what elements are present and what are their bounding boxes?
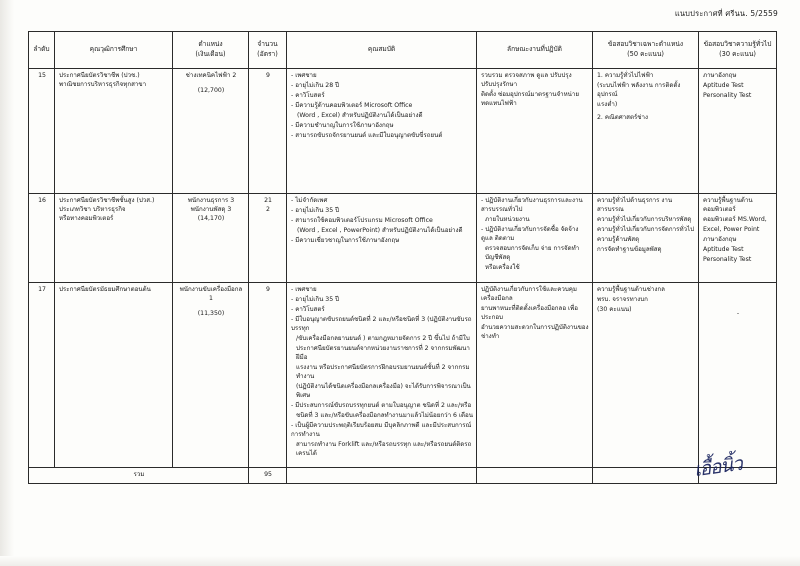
col-header-exam-general [699,32,777,69]
row-count: 9 [249,283,287,468]
exam-position-item: ความรู้ทั่วไปเกี่ยวกับการจัดการทั่วไป [597,225,695,233]
row-exam-position [593,194,699,283]
position-salary: (14,170) [197,214,225,222]
duty-item: ตรวจสอบการจัดเก็บ จ่าย การจัดทำบัญชีพัสดุ [485,244,580,261]
count-primary: 21 [264,197,272,204]
exam-general-item: Personality Test [703,91,752,99]
properties-item: - มีความชำนาญในการใช้ภาษาอังกฤษ [291,121,394,129]
count-secondary: 2 [266,205,270,213]
exam-position-item: ความรู้ด้านพัสดุ [597,235,640,243]
properties-item: /ขับเครื่องมือกลยานยนต์ ) ตามกฎหมายจัดการ 2 ปี ขึ้นไป ถ้ามีใบ [296,334,470,342]
table-row [29,283,777,468]
row-qualification [55,194,173,283]
row-count: 9 [249,69,287,194]
col-header-duty-label: ลักษณะงานที่ปฏิบัติ [507,45,562,54]
col-header-duty [477,32,593,69]
properties-item: แรงงาน หรือประกาศนียบัตรการฝึกอบรมยานยนต์ชั้นที่ 2 จากกรมทำงาน [296,363,470,380]
col-header-position-label: ตำแหน่ง [198,40,223,49]
col-header-count-label: จำนวน [257,40,278,49]
properties-item: - สามารถขับรถจักรยานยนต์ และมีใบอนุญาตขับขี่รถยนต์ [291,131,443,139]
row-count [249,194,287,283]
row-duty [477,69,593,194]
col-header-position-sub: (เงินเดือน) [195,50,226,58]
total-blank-exam-position [593,468,699,484]
properties-item: - สามารถใช้คอมพิวเตอร์โปรแกรม Microsoft Office [291,216,433,224]
exam-position-list [597,72,695,123]
duty-list [481,72,589,109]
duty-list [481,286,589,342]
row-no: 17 [29,283,55,468]
exam-general-item: Aptitude Test [703,81,744,89]
exam-position-item: ความรู้พื้นฐานด้านช่างกล [597,286,665,293]
properties-list [291,197,473,246]
exam-general-list [703,72,773,101]
properties-item: (Word , Excel , PowerPoint) สำหรับปฏิบัติงานได้เป็นอย่างดี [297,226,463,234]
exam-position-item: ความรู้ทั่วไปด้านธุรการ งานสารบรรณ [597,197,673,213]
col-header-properties [287,32,477,69]
exam-general-item: Aptitude Test [703,245,744,253]
col-header-qualification [55,32,173,69]
row-exam-position [593,283,699,468]
exam-position-item: 1. ความรู้ทั่วไปไฟฟ้า [597,72,654,79]
exam-position-item: การจัดทำฐานข้อมูลพัสดุ [597,245,662,253]
total-value: 95 [249,468,287,484]
exam-position-list [597,286,695,315]
duty-item: หรือเครื่องใช้ [485,263,520,271]
row-exam-general [699,283,777,468]
properties-item: - ไม่จำกัดเพศ [291,197,328,204]
duty-list [481,197,589,273]
qualification-line: ประกาศนียบัตรวิชาชีพ (ปวช.) [59,72,140,79]
qualification-line: หรือทางคอมพิวเตอร์ [59,214,114,222]
properties-item: - คาวิโบสตร์ [291,305,325,313]
exam-general-item: ภาษาอังกฤษ [703,72,737,79]
duty-item: รวบรวม ตรวจสภาพ ดูแล ปรับปรุง ปรับปรุงรักษา [481,72,572,88]
row-position [173,69,249,194]
row-position [173,283,249,468]
col-header-exam-position-sub: (50 คะแนน) [627,50,664,58]
properties-item: ชนิดที่ 3 และ/หรือขับเครื่องมือกลทำงานมาแล้วไม่น้อยกว่า 6 เดือน [296,411,473,419]
row-position [173,194,249,283]
row-duty [477,283,593,468]
properties-item: ประกาศนียบัตรยานยนต์จากหน่วยงานราชการที่ 2 จากกรมพัฒนาฝีมือ [296,344,470,361]
col-header-exam-general-sub: (30 คะแนน) [719,50,756,58]
properties-item: - มีประสบการณ์ขับรถบรรทุกยนต์ ตามใบอนุญาต ชนิดที่ 2 และ/หรือ [291,401,472,409]
properties-item: - มีใบอนุญาตขับรถยนต์ชนิดที่ 2 และ/หรือชนิดที่ 3 (ปฏิบัติงานขับรถบรรทุก [291,315,472,332]
properties-item: - เพศชาย [291,286,317,293]
col-header-count [249,32,287,69]
exam-general-item: ความรู้พื้นฐานด้านคอมพิวเตอร์ [703,197,753,213]
properties-item: - มีความเชี่ยวชาญในการใช้ภาษาอังกฤษ [291,236,400,244]
properties-item: - คาวิโบสตร์ [291,91,325,99]
document-header-note: แนบประกาศที่ ศรีนน. 5/2559 [674,9,778,18]
row-exam-position [593,69,699,194]
total-blank-properties [287,468,477,484]
exam-position-item: 2. คณิตศาสตร์ช่าง [597,113,648,121]
properties-item: - อายุไม่เกิน 28 ปี [291,81,340,89]
table-row [29,69,777,194]
position-salary: (12,700) [197,86,225,94]
total-label: รวม [29,468,249,484]
row-duty [477,194,593,283]
properties-item: - อายุไม่เกิน 35 ปี [291,295,340,303]
row-qualification [55,69,173,194]
scan-edge-bottom [0,556,800,566]
exam-position-item: (ระบบไฟฟ้า พลังงาน การติดตั้งอุปกรณ์ [597,81,681,98]
qualification-line: พาณิชยการบริหารธุรกิจทุกสาขา [59,80,147,88]
qualification-table [28,31,777,484]
exam-general-list [703,197,773,265]
position-name: พนักงานขับเครื่องมือกล 1 [179,286,243,302]
exam-position-list [597,197,695,255]
duty-item: - ปฏิบัติงานเกี่ยวกับงานธุรการและงานสารบรรณทั่วไป [481,197,583,213]
duty-item: ติดตั้ง ซ่อมอุปกรณ์มาตรฐานจำหน่ายทดแทนไฟฟ้า [481,90,580,107]
col-header-exam-general-label: ข้อสอบวิชาความรู้ทั่วไป [703,40,772,49]
exam-general-item: ภาษาอังกฤษ [703,235,737,243]
table-header-row [29,32,777,69]
row-properties [287,283,477,468]
properties-item: สามารถทำงาน Forklift และ/หรือรถบรรทุก และ/หรือรถยนต์ติดรถเครนได้ [296,440,472,457]
exam-position-item: พรบ. จราจรทางบก [597,295,648,303]
scan-edge-left [0,0,14,566]
col-header-qualification-label: คุณวุฒิการศึกษา [89,45,138,54]
duty-item: ยานพาหนะที่ติดตั้งเครื่องมือกลอ เพื่อประกอบ [481,304,578,321]
position-name: พนักงานธุรการ 3 [187,197,235,204]
row-properties [287,194,477,283]
col-header-exam-position-label: ข้อสอบวิชาเฉพาะตำแหน่ง [607,40,684,49]
exam-general-item: Personality Test [703,255,752,263]
properties-item: (ปฏิบัติงานได้ชนิดเครื่องมือกลเครื่องมือ) จะได้รับการพิจารณาเป็นพิเศษ [296,382,471,399]
position-name-secondary: พนักงานพัสดุ 3 [190,205,232,213]
exam-position-item: (30 คะแนน) [597,305,632,313]
position-salary: (11,350) [197,309,225,317]
properties-list [291,72,473,141]
row-properties [287,69,477,194]
col-header-position [173,32,249,69]
duty-item: ภายในหน่วยงาน [485,215,530,223]
exam-position-item: ความรู้ทั่วไปเกี่ยวกับการบริหารพัสดุ [597,215,692,223]
table-row [29,194,777,283]
row-exam-general [699,69,777,194]
row-no: 15 [29,69,55,194]
duty-item: - ปฏิบัติงานเกี่ยวกับการจัดซื้อ จัดจ้าง ดูแล ติดตาม [481,225,579,242]
duty-item: ปฏิบัติงานเกี่ยวกับการใช้และควบคุมเครื่องมือกล [481,286,578,302]
position-name: ช่างเทคนิคไฟฟ้า 2 [185,72,237,79]
col-header-no [29,32,55,69]
properties-item: - อายุไม่เกิน 35 ปี [291,206,340,214]
properties-item: (Word , Excel) สำหรับปฏิบัติงานได้เป็นอย่างดี [297,111,423,119]
table-total-row [29,468,777,484]
handwritten-signature: เอื้อนิ้ว [692,452,744,482]
row-no: 16 [29,194,55,283]
col-header-count-sub: (อัตรา) [257,50,278,58]
exam-general-item: คอมพิวเตอร์ MS.Word, [703,215,767,223]
row-qualification [55,283,173,468]
exam-general-item: - [736,310,740,317]
properties-item: - เป็นผู้มีความประพฤติเรียบร้อยสม มีบุคลิกภาพดี และมีประสบการณ์การทำงาน [291,421,472,438]
qualification-line: ประกาศนียบัตรวิชาชีพชั้นสูง (ปวส.) [59,197,155,204]
properties-item: - เพศชาย [291,72,317,79]
col-header-exam-position [593,32,699,69]
properties-list [291,286,473,459]
row-exam-general [699,194,777,283]
duty-item: อำนวยความสะดวกในการปฏิบัติงานของช่างทำ [481,323,589,340]
total-blank-duty [477,468,593,484]
col-header-properties-label: คุณสมบัติ [367,45,396,54]
exam-position-item: แรงต่ำ) [597,100,618,108]
qualification-line: ประเภทวิชา บริหารธุรกิจ [59,205,126,213]
col-header-no-label: ลำดับ [33,45,50,54]
exam-general-item: Excel, Power Point [703,225,760,233]
properties-item: - มีความรู้ด้านคอมพิวเตอร์ Microsoft Office [291,101,413,109]
qualification-line: ประกาศนียบัตรมัธยมศึกษาตอนต้น [59,286,151,293]
